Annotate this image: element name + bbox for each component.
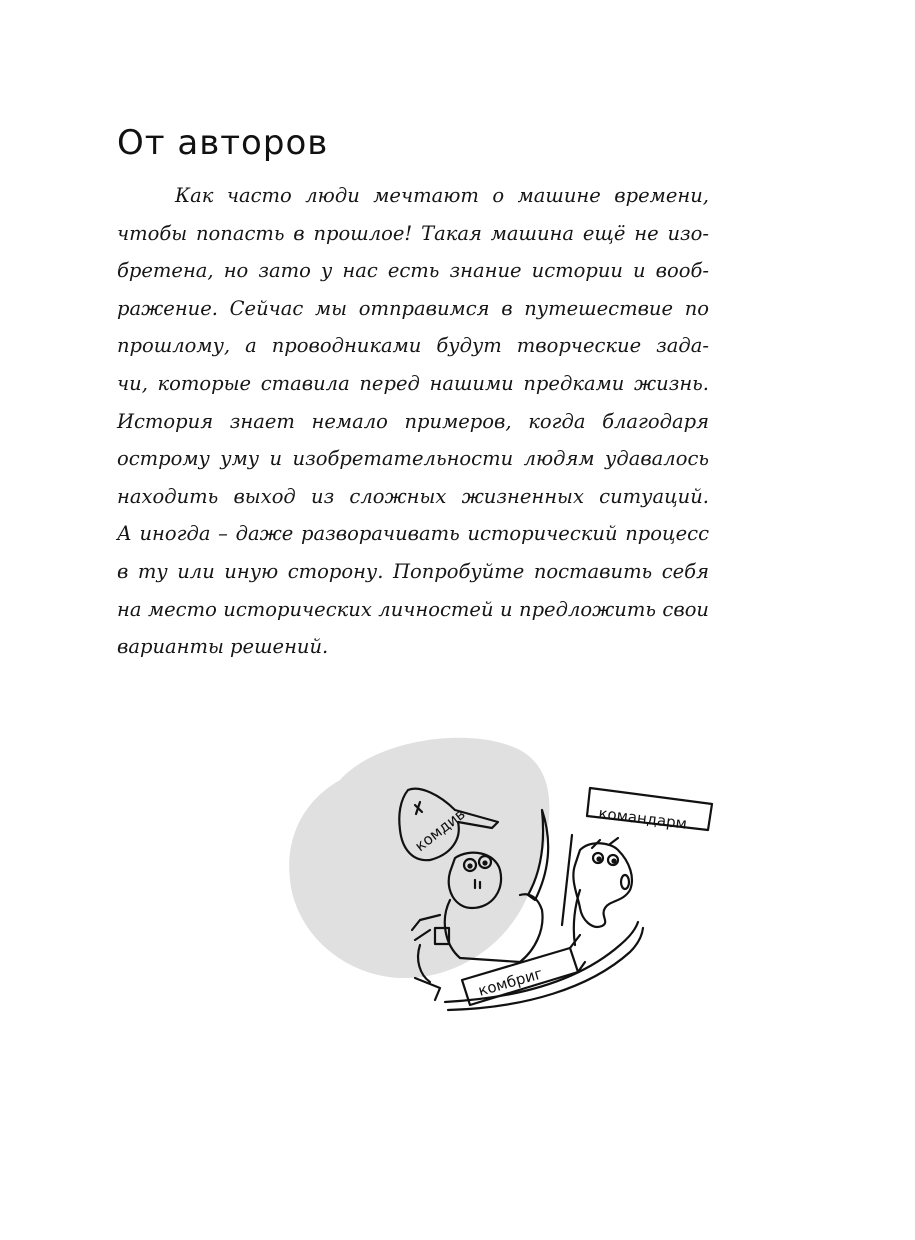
rocking-horse-illustration bbox=[280, 730, 730, 1030]
hat-label: комдив bbox=[411, 804, 469, 856]
page-heading: От авторов bbox=[117, 123, 329, 163]
paragraph-line: А иногда – даже разворачивать исторический процесс bbox=[117, 522, 709, 546]
paragraph-line: ражение. Сейчас мы отправимся в путешествие по bbox=[117, 296, 709, 320]
paragraph-line: чи, которые ставила перед нашими предками жизнь. bbox=[117, 371, 709, 395]
paragraph-line: острому уму и изобретательности людям удавалось bbox=[117, 447, 709, 471]
paragraph-line: находить выход из сложных жизненных ситуаций. bbox=[117, 484, 709, 508]
paragraph-line: Как часто люди мечтают о машине времени, bbox=[175, 184, 709, 207]
paragraph-line: История знает немало примеров, когда благодаря bbox=[117, 409, 709, 433]
flag-pole-shape bbox=[562, 835, 572, 925]
paragraph-line: прошлому, а проводниками будут творческие зада- bbox=[117, 334, 709, 358]
sign-bottom-label: комбриг bbox=[476, 964, 545, 1000]
paragraph-line: в ту или иную сторону. Попробуйте поставить себя bbox=[117, 559, 709, 583]
paragraph-line: чтобы попасть в прошлое! Такая машина ещё не изо- bbox=[117, 221, 709, 245]
paragraph-line: бретена, но зато у нас есть знание истории и вооб- bbox=[117, 259, 709, 283]
sign-top-label: командарм bbox=[597, 804, 688, 833]
intro-paragraph bbox=[117, 177, 709, 666]
paragraph-line: на место исторических личностей и предложить свои bbox=[117, 597, 709, 621]
grey-blob-shape bbox=[289, 738, 549, 978]
paragraph-line: варианты решений. bbox=[117, 635, 329, 659]
